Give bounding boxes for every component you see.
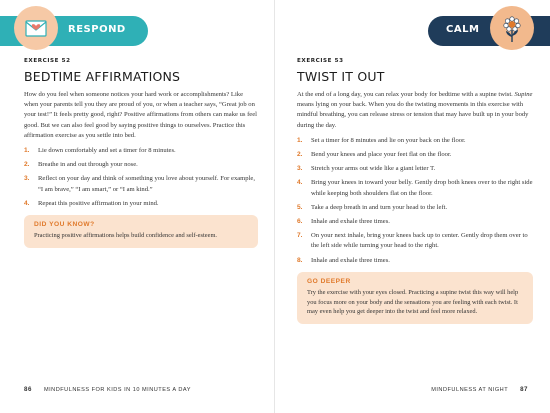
running-title: MINDFULNESS FOR KIDS IN 10 MINUTES A DAY [43,387,191,393]
list-item [24,146,258,156]
step-number: 4. [24,199,30,207]
intro-text-part: means lying on your back. When you do the twisting movements in this exercise with mindful breathing, you can release stress or tension that may have built up in your body during the day. [297,101,529,129]
did-you-know-callout [24,215,258,248]
right-page [275,0,550,413]
list-item [24,199,258,209]
intro-paragraph [297,90,533,131]
step-number: 2. [297,151,303,159]
left-footer [24,386,191,393]
respond-tab-label: RESPOND [68,24,126,35]
step-number: 5. [297,203,303,211]
step-text: Inhale and exhale three times. [311,256,390,264]
intro-text-part: At the end of a long day, you can relax your body for bedtime with a supine twist. [297,91,515,98]
step-text: On your next inhale, bring your knees back up to center. Gently drop them over to the left side while turning your head to the right. [311,232,528,250]
list-item [24,160,258,170]
callout-title: GO DEEPER [307,277,351,285]
exercise-number: EXERCISE 52 [24,58,71,64]
list-item [297,231,533,251]
callout-text: Practicing positive affirmations helps build confidence and self-esteem. [34,232,218,240]
list-item [297,217,533,227]
step-text: Take a deep breath in and turn your head to the left. [311,203,448,211]
list-item [297,164,533,174]
step-number: 3. [24,175,30,183]
step-text: Stretch your arms out wide like a giant letter T. [311,165,436,173]
callout-title: DID YOU KNOW? [34,221,95,229]
step-number: 2. [24,161,30,169]
exercise-title: TWIST IT OUT [297,69,385,84]
list-item [297,136,533,146]
steps-list [24,146,258,209]
step-number: 6. [297,218,303,226]
step-text: Breathe in and out through your nose. [38,161,138,169]
step-text: Lie down comfortably and set a timer for 8 minutes. [38,147,176,155]
page-number: 86 [24,386,32,393]
step-text: Repeat this positive affirmation in your mind. [38,199,159,207]
step-number: 1. [297,136,303,144]
intro-emphasis: Supine [514,91,533,98]
right-content [297,58,533,324]
step-text: Inhale and exhale three times. [311,218,390,226]
list-item [297,256,533,266]
step-number: 3. [297,165,303,173]
step-text: Reflect on your day and think of something you love about yourself. For example, “I am brave,” “I am smart,” or “I am kind.” [38,175,255,193]
exercise-number: EXERCISE 53 [297,58,344,64]
running-title: MINDFULNESS AT NIGHT [431,387,509,393]
step-number: 4. [297,179,303,187]
calm-tab-label: CALM [446,24,480,35]
list-item [297,178,533,198]
page-number: 87 [520,386,528,393]
exercise-title: BEDTIME AFFIRMATIONS [24,69,181,84]
heart-envelope-icon [14,6,58,50]
step-number: 7. [297,232,303,240]
go-deeper-callout [297,272,533,324]
step-text: Bend your knees and place your feet flat on the floor. [311,151,452,159]
flower-icon [490,6,534,50]
step-text: Set a timer for 8 minutes and lie on your back on the floor. [311,136,466,144]
list-item [297,150,533,160]
left-content [24,58,258,248]
callout-text: Try the exercise with your eyes closed. Practicing a supine twist this way will help you focus more on your body and the sensations you are feeling with each twist. It may even help you get deeper into the twist and feel more relaxed. [307,288,519,316]
step-number: 1. [24,147,30,155]
list-item [297,203,533,213]
step-number: 8. [297,256,303,264]
steps-list [297,136,533,266]
step-text: Bring your knees in toward your belly. Gently drop both knees over to the right side while keeping both shoulders flat on the floor. [311,179,533,197]
intro-paragraph: How do you feel when someone notices your hard work or accomplishments? Like when your parents tell you they are proud of you, or when a teacher says, “Great job on your test!” It feels pretty good, right? Positive affirmations from others can make us feel good. But we can also feel good by saying positive things to ourselves. Practice this affirmation exercise as you settle into bed. [24,91,257,139]
list-item [24,174,258,194]
right-footer [431,386,528,393]
